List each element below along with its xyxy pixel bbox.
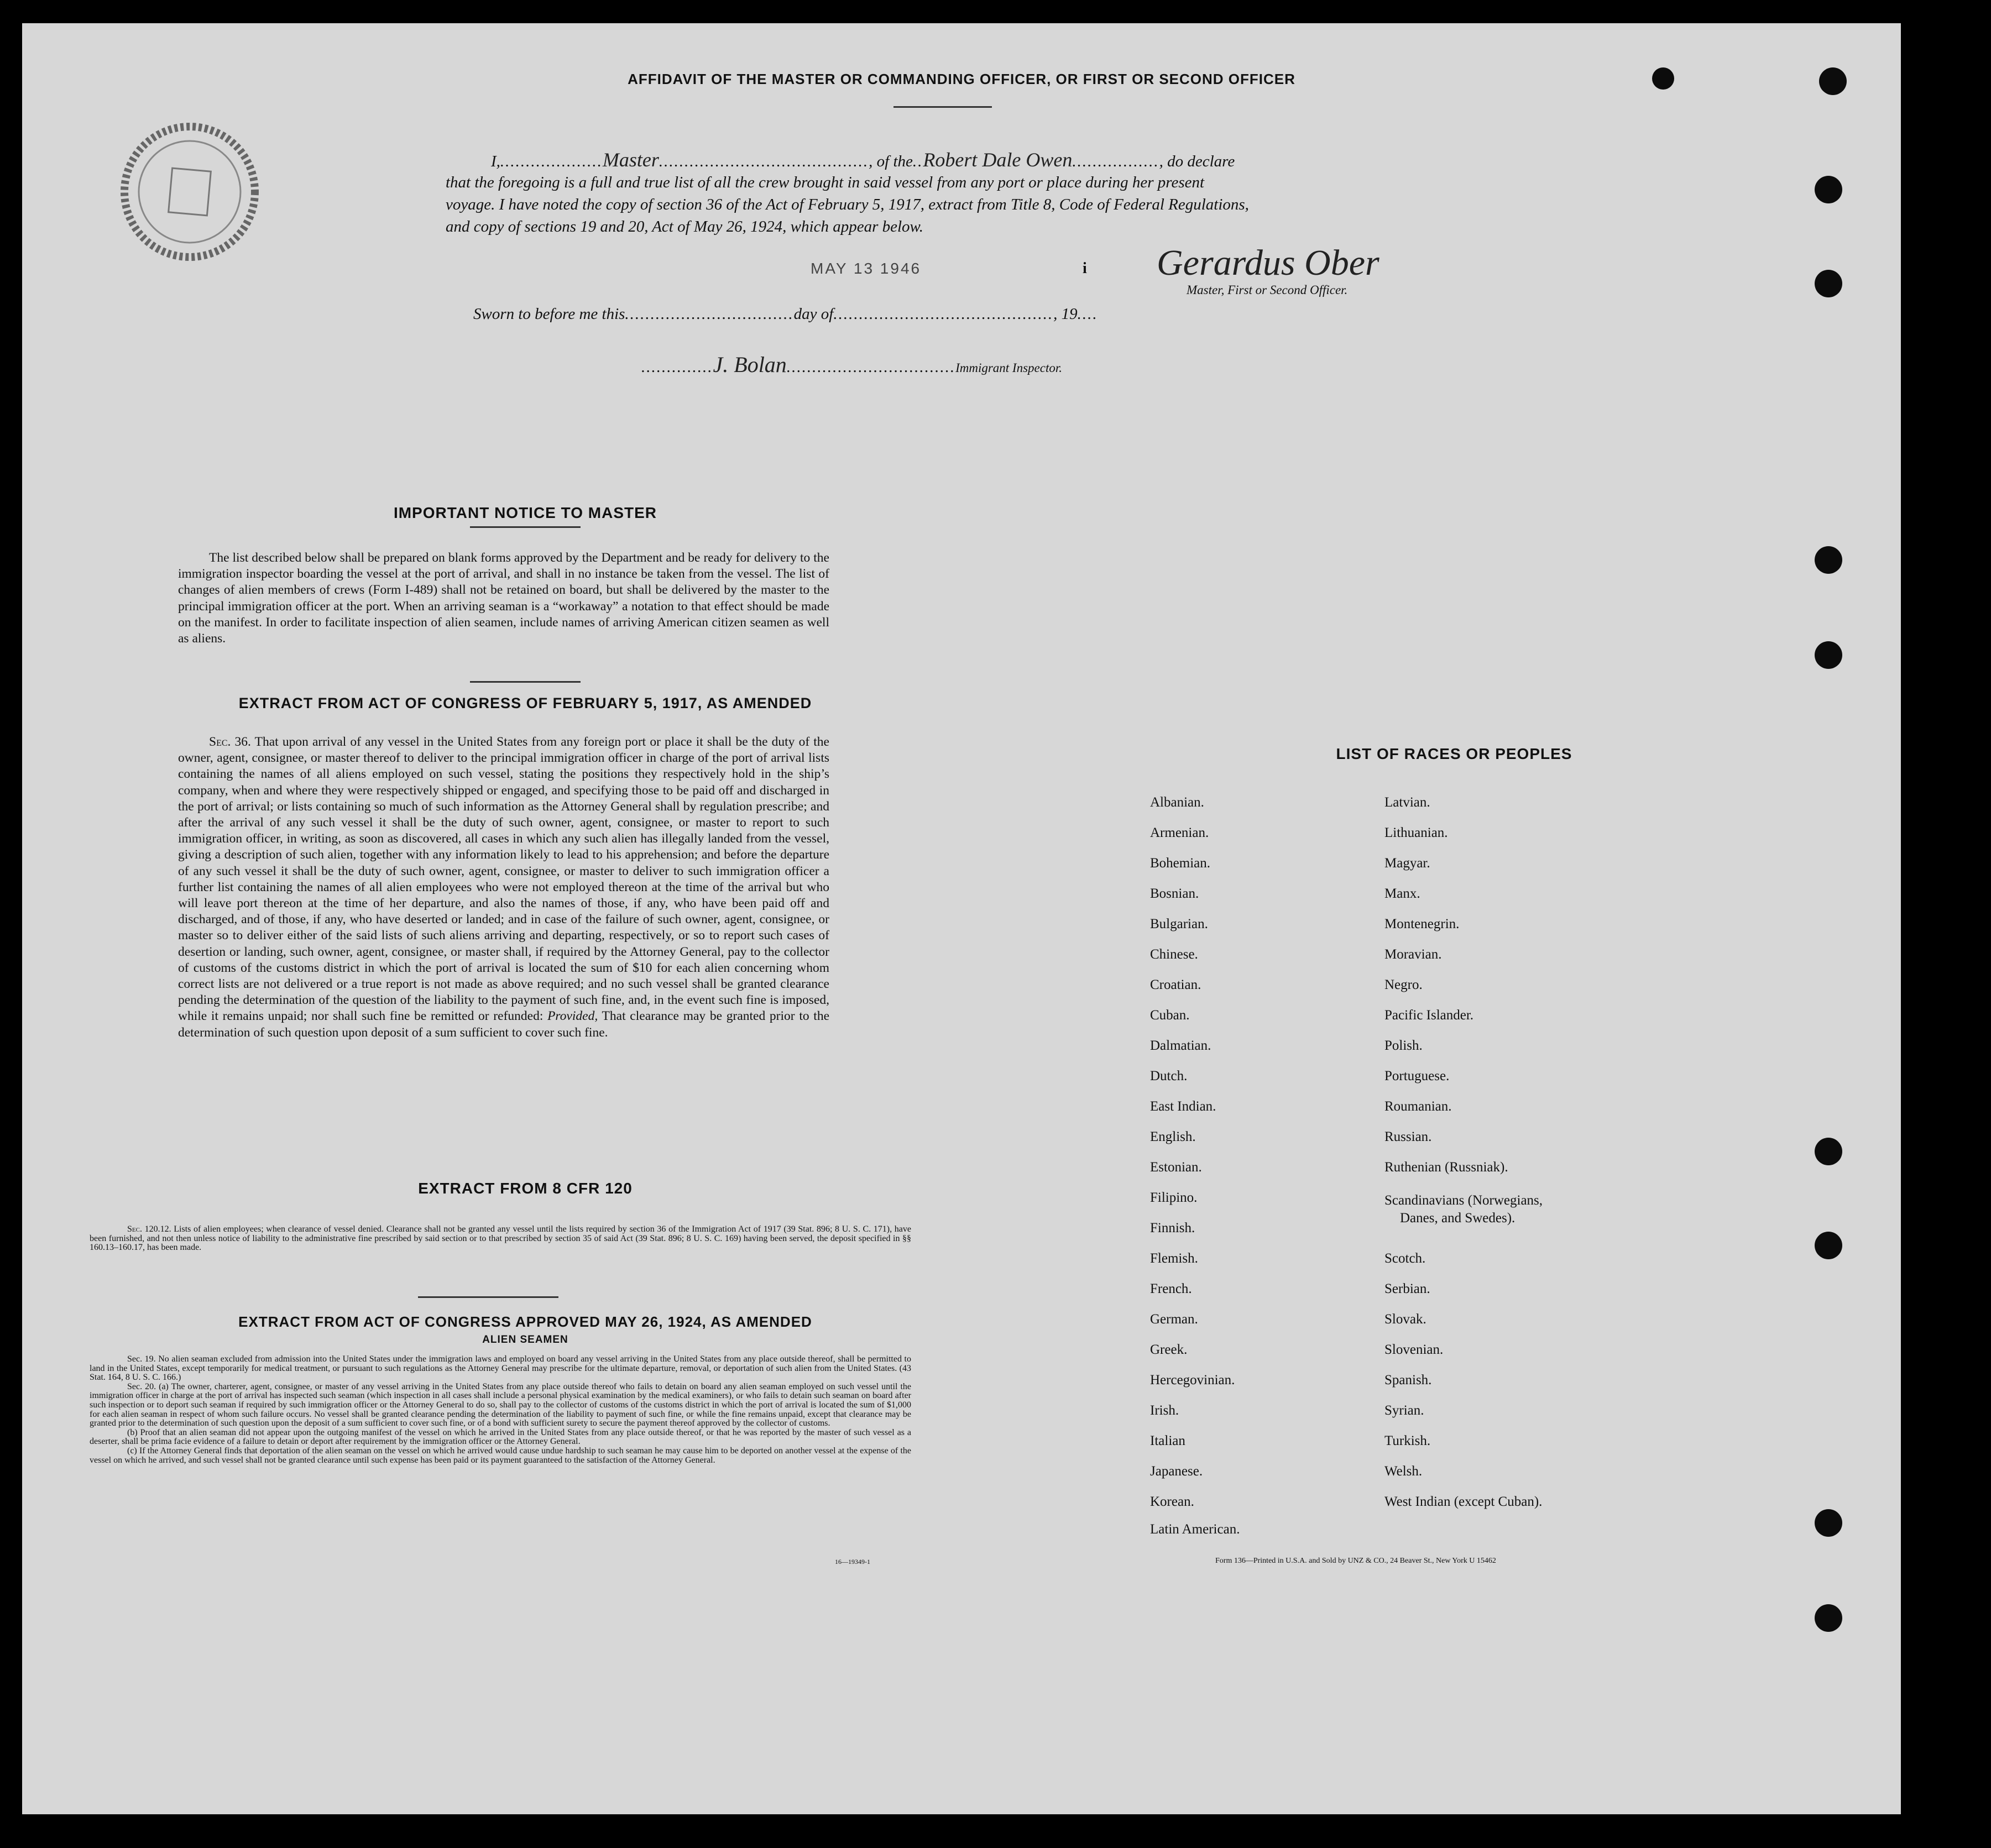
race-item: Magyar. [1384,856,1430,871]
notice-end-rule [470,681,581,683]
race-item: Korean. [1150,1494,1194,1509]
race-item: Negro. [1384,977,1423,992]
races-title: LIST OF RACES OR PEOPLES [1336,745,1572,762]
race-item: Dutch. [1150,1069,1188,1083]
punch-hole [1815,1604,1842,1632]
race-item: Montenegrin. [1384,917,1460,931]
race-item: Scandinavians (Norwegians, [1384,1193,1543,1208]
inspector-caption: Immigrant Inspector. [955,361,1062,375]
race-item: Filipino. [1150,1190,1198,1205]
sec-20b-text: (b) Proof that an alien seaman did not appear upon the outgoing manifest of the vessel on which he arrived in the United States from any place outside thereof, or that he was reported by the master of such vessel as a deserter, shall be prima facie evidence of a failure to detain or deport after requirement by the immigration officer or the Attorney General. [90,1427,911,1447]
race-item: Flemish. [1150,1251,1198,1266]
race-item: Bohemian. [1150,856,1211,871]
race-item: Spanish. [1384,1373,1432,1388]
sworn-line: Sworn to before me this.................................day of..........................................., 19.... [473,305,1098,323]
notice-rule [470,526,581,528]
extract-1924-title: EXTRACT FROM ACT OF CONGRESS APPROVED MAY 26, 1924, AS AMENDED [238,1313,812,1330]
race-item: Slovak. [1384,1312,1426,1327]
punch-hole [1815,1509,1842,1537]
race-item: Portuguese. [1384,1069,1450,1083]
punch-hole [1815,1232,1842,1259]
signature-caption: Master, First or Second Officer. [1187,283,1348,297]
sec-20c-text: (c) If the Attorney General finds that deportation of the alien seaman on the vessel on which he arrived would cause undue hardship to such seaman he may cause him to be deported on another vessel at the expense of the vessel on which he arrived, and such vessel shall not be granted clearance until such expense has been paid or its payment guaranteed to the satisfaction of the Attorney General. [90,1446,911,1465]
race-item: Japanese. [1150,1464,1203,1479]
form-code: 16—19349-1 [835,1558,870,1566]
vessel-handwritten: Robert Dale Owen [923,149,1073,171]
date-stamp: MAY 13 1946 [811,260,922,277]
race-item: French. [1150,1281,1192,1296]
race-item: East Indian. [1150,1099,1216,1114]
race-item: Russian. [1384,1129,1432,1144]
race-item: Chinese. [1150,947,1198,962]
race-item: Irish. [1150,1403,1179,1418]
official-stamp [115,117,264,266]
race-item: West Indian (except Cuban). [1384,1494,1543,1509]
title-rule [893,106,992,108]
race-item: Pacific Islander. [1384,1008,1474,1023]
extract-1917-body [178,734,829,1041]
race-item: Slovenian. [1384,1342,1444,1357]
race-item: Albanian. [1150,795,1204,810]
cfr-body [90,1225,911,1253]
race-item: German. [1150,1312,1198,1327]
inspector-signature: J. Bolan [713,352,787,377]
race-item: Estonian. [1150,1160,1202,1175]
punch-hole [1815,176,1842,203]
rank-handwritten: Master [602,149,659,171]
race-item: Bulgarian. [1150,917,1208,931]
sec-20a-text: Sec. 20. (a) The owner, charterer, agent, consignee, or master of any vessel arriving in the United States from any place outside thereof who fails to detain on board any alien seaman employed on such vessel until the immigration officer in charge at the port of arrival has inspected such seaman (which inspection in all cases shall include a personal physical examination by the medical examiners), or who fails to detain such seaman on board after such inspection or to deport such seaman if required by such immigration officer or the Attorney General to do so, shall pay to the collector of customs of the customs district in which the port of arrival is located the sum of $1,000 for each alien seaman in respect of whom such failure occurs. No vessel shall be granted clearance pending the determination of the liability to payment of such fine, or while the fine remains unpaid, except that clearance may be granted prior to the determination of such question upon the deposit of a sum sufficient to cover such fine, or of a bond with sufficient surety to secure the payment thereof approved by the collector of customs. [90,1381,911,1428]
form-note: Form 136—Printed in U.S.A. and Sold by UNZ & CO., 24 Beaver St., New York U 15462 [1215,1557,1496,1565]
sworn-day: day of [793,305,834,323]
proviso-text: That clearance may be granted prior to the determination of such question upon deposit of a sum sufficient to cover such fine. [178,1009,830,1040]
race-item: Syrian. [1384,1403,1424,1418]
sec-19-text: Sec. 19. No alien seaman excluded from admission into the United States under the immigration laws and employed on board any vessel arriving in the United States from any place outside thereof, shall be permitted to land in the United States, except temporarily for medical treatment, or pursuant to such regulations as the Attorney General may prescribe for the ultimate departure, removal, or deportation of such alien from the United States. (43 Stat. 164, 8 U. S. C. 166.) [90,1354,911,1383]
race-item: Lithuanian. [1384,825,1448,840]
race-item: Scotch. [1384,1251,1426,1266]
affidavit-line3: voyage. I have noted the copy of section 36 of the Act of February 5, 1917, extract from Title 8, Code of Federal Regulations, [446,196,1249,213]
alien-seamen-subtitle: ALIEN SEAMEN [482,1334,568,1346]
punch-hole [1815,641,1842,669]
do-declare-text: , do declare [1159,153,1235,170]
inspector-line: ..............J. Bolan.................................Immigrant Inspector. [641,352,1062,377]
race-item: Croatian. [1150,977,1201,992]
race-item: Serbian. [1384,1281,1430,1296]
race-item: Greek. [1150,1342,1188,1357]
notice-column [178,550,829,647]
punch-hole [1652,67,1674,90]
race-item: Hercegovinian. [1150,1373,1235,1388]
sworn-year: , 19 [1053,305,1078,323]
sec-36-text: That upon arrival of any vessel in the United States from any foreign port or place it shall be the duty of the owner, agent, consignee, or master thereof to deliver to the principal immigration officer in charge of the port of arrival lists containing the names of all aliens employed on such vessel, stating the positions they respectively hold in the ship’s company, when and where they were respectively shipped or engaged, and specifying those to be paid off and discharged in the port of arrival; or lists containing so much of such information as the Attorney General shall by regulation prescribe; and after the arrival of any such vessel it shall be the duty of such owner, agent, consignee, or master to report to such immigration officer, in writing, as soon as discovered, all cases in which any such alien has illegally landed from the vessel, giving a description of such alien, together with any information likely to lead to his apprehension; and before the departure of any such vessel it shall be the duty of such owner, agent, consignee, or master to deliver to such immigration officer a further list containing the names of all alien employees who were not employed thereon at the time of the arrival but who will leave port thereon at the time of her departure, and also the names of those, if any, who have been paid off and discharged, and of those, if any, who have deserted or landed; and in case of the failure of such owner, agent, consignee, or master so to deliver either of the said lists of such aliens arriving and departing, respectively, or so to report such cases of desertion or landing, such owner, agent, consignee, or master shall, if required by the Attorney General, pay to the collector of customs of the customs district in which the port of arrival is located the sum of $10 for each alien concerning whom correct lists are not delivered or a true report is not made as above required; and no such vessel shall be granted clearance pending the determination of the question of the liability to the payment of such fine, and, in the event such fine is imposed, while it remains unpaid; nor shall such fine be remitted or refunded: [178,735,829,1024]
affidavit-line4: and copy of sections 19 and 20, Act of May 26, 1924, which appear below. [446,218,923,235]
affidavit-title: AFFIDAVIT OF THE MASTER OR COMMANDING OFFICER, OR FIRST OR SECOND OFFICER [628,71,1295,87]
cfr-text: Lists of alien employees; when clearance of vessel denied. Clearance shall not be granted any vessel until the lists required by section 36 of the Immigration Act of 1917 (39 Stat. 896; 8 U. S. C. 171), have been furnished, and not then unless notice of liability to the administrative fine prescribed by said section or to that prescribed by section 35 of said Act (39 Stat. 896; 8 U. S. C. 169) having been served, the deposit specified in §§ 160.13–160.17, has been made. [90,1224,911,1253]
race-item: Manx. [1384,886,1420,901]
race-item: Latin American. [1150,1522,1240,1537]
punch-hole [1819,67,1847,95]
sworn-prefix: Sworn to before me this [473,305,625,323]
race-item: Cuban. [1150,1008,1190,1023]
master-signature: Gerardus Ober [1157,243,1379,283]
proviso-label: Provided, [547,1009,598,1024]
cfr-rule [418,1296,558,1298]
race-item: Turkish. [1384,1433,1431,1448]
race-item: Armenian. [1150,825,1209,840]
race-item: Danes, and Swedes). [1400,1211,1516,1226]
race-item: Finnish. [1150,1221,1195,1236]
affidavit-line1: I,....................Master........................................., of the..Robert Dale Owen................., do declare [491,149,1235,171]
notice-title: IMPORTANT NOTICE TO MASTER [393,504,657,521]
document-page [22,23,1901,1814]
affidavit-i: I, [491,153,500,170]
race-item: Ruthenian (Russniak). [1384,1160,1508,1175]
punch-hole [1815,546,1842,574]
race-item: Italian [1150,1433,1185,1448]
extract-1924-body [90,1355,911,1465]
punch-hole [1815,270,1842,297]
sec-36-label: Sec. 36. [209,735,251,749]
of-the-text: , of the [869,153,913,170]
notice-body: The list described below shall be prepared on blank forms approved by the Department and be ready for delivery to the immigration inspector boarding the vessel at the port of arrival, and shall in no instance be taken from the vessel. The list of changes of alien members of crews (Form I-489) shall not be retained on board, but shall be delivered by the master to the principal immigration officer at the port. When an arriving seaman is a “workaway” a notation to that effect should be made on the manifest. In order to facilitate inspection of alien seamen, include names of arriving American citizen seamen as well as aliens. [178,551,829,646]
extract-1917-title: EXTRACT FROM ACT OF CONGRESS OF FEBRUARY 5, 1917, AS AMENDED [238,695,812,711]
race-item: Polish. [1384,1038,1423,1053]
race-item: English. [1150,1129,1196,1144]
race-item: Roumanian. [1384,1099,1452,1114]
race-item: Welsh. [1384,1464,1423,1479]
mark-i: i [1083,260,1087,277]
punch-hole [1815,1138,1842,1165]
cfr-title: EXTRACT FROM 8 CFR 120 [418,1180,633,1197]
cfr-sec-label: Sec. 120.12. [127,1224,171,1234]
affidavit-line2: that the foregoing is a full and true list of all the crew brought in said vessel from any port or place during her present [446,174,1205,191]
race-item: Bosnian. [1150,886,1199,901]
race-item: Latvian. [1384,795,1430,810]
race-item: Moravian. [1384,947,1442,962]
race-item: Dalmatian. [1150,1038,1211,1053]
